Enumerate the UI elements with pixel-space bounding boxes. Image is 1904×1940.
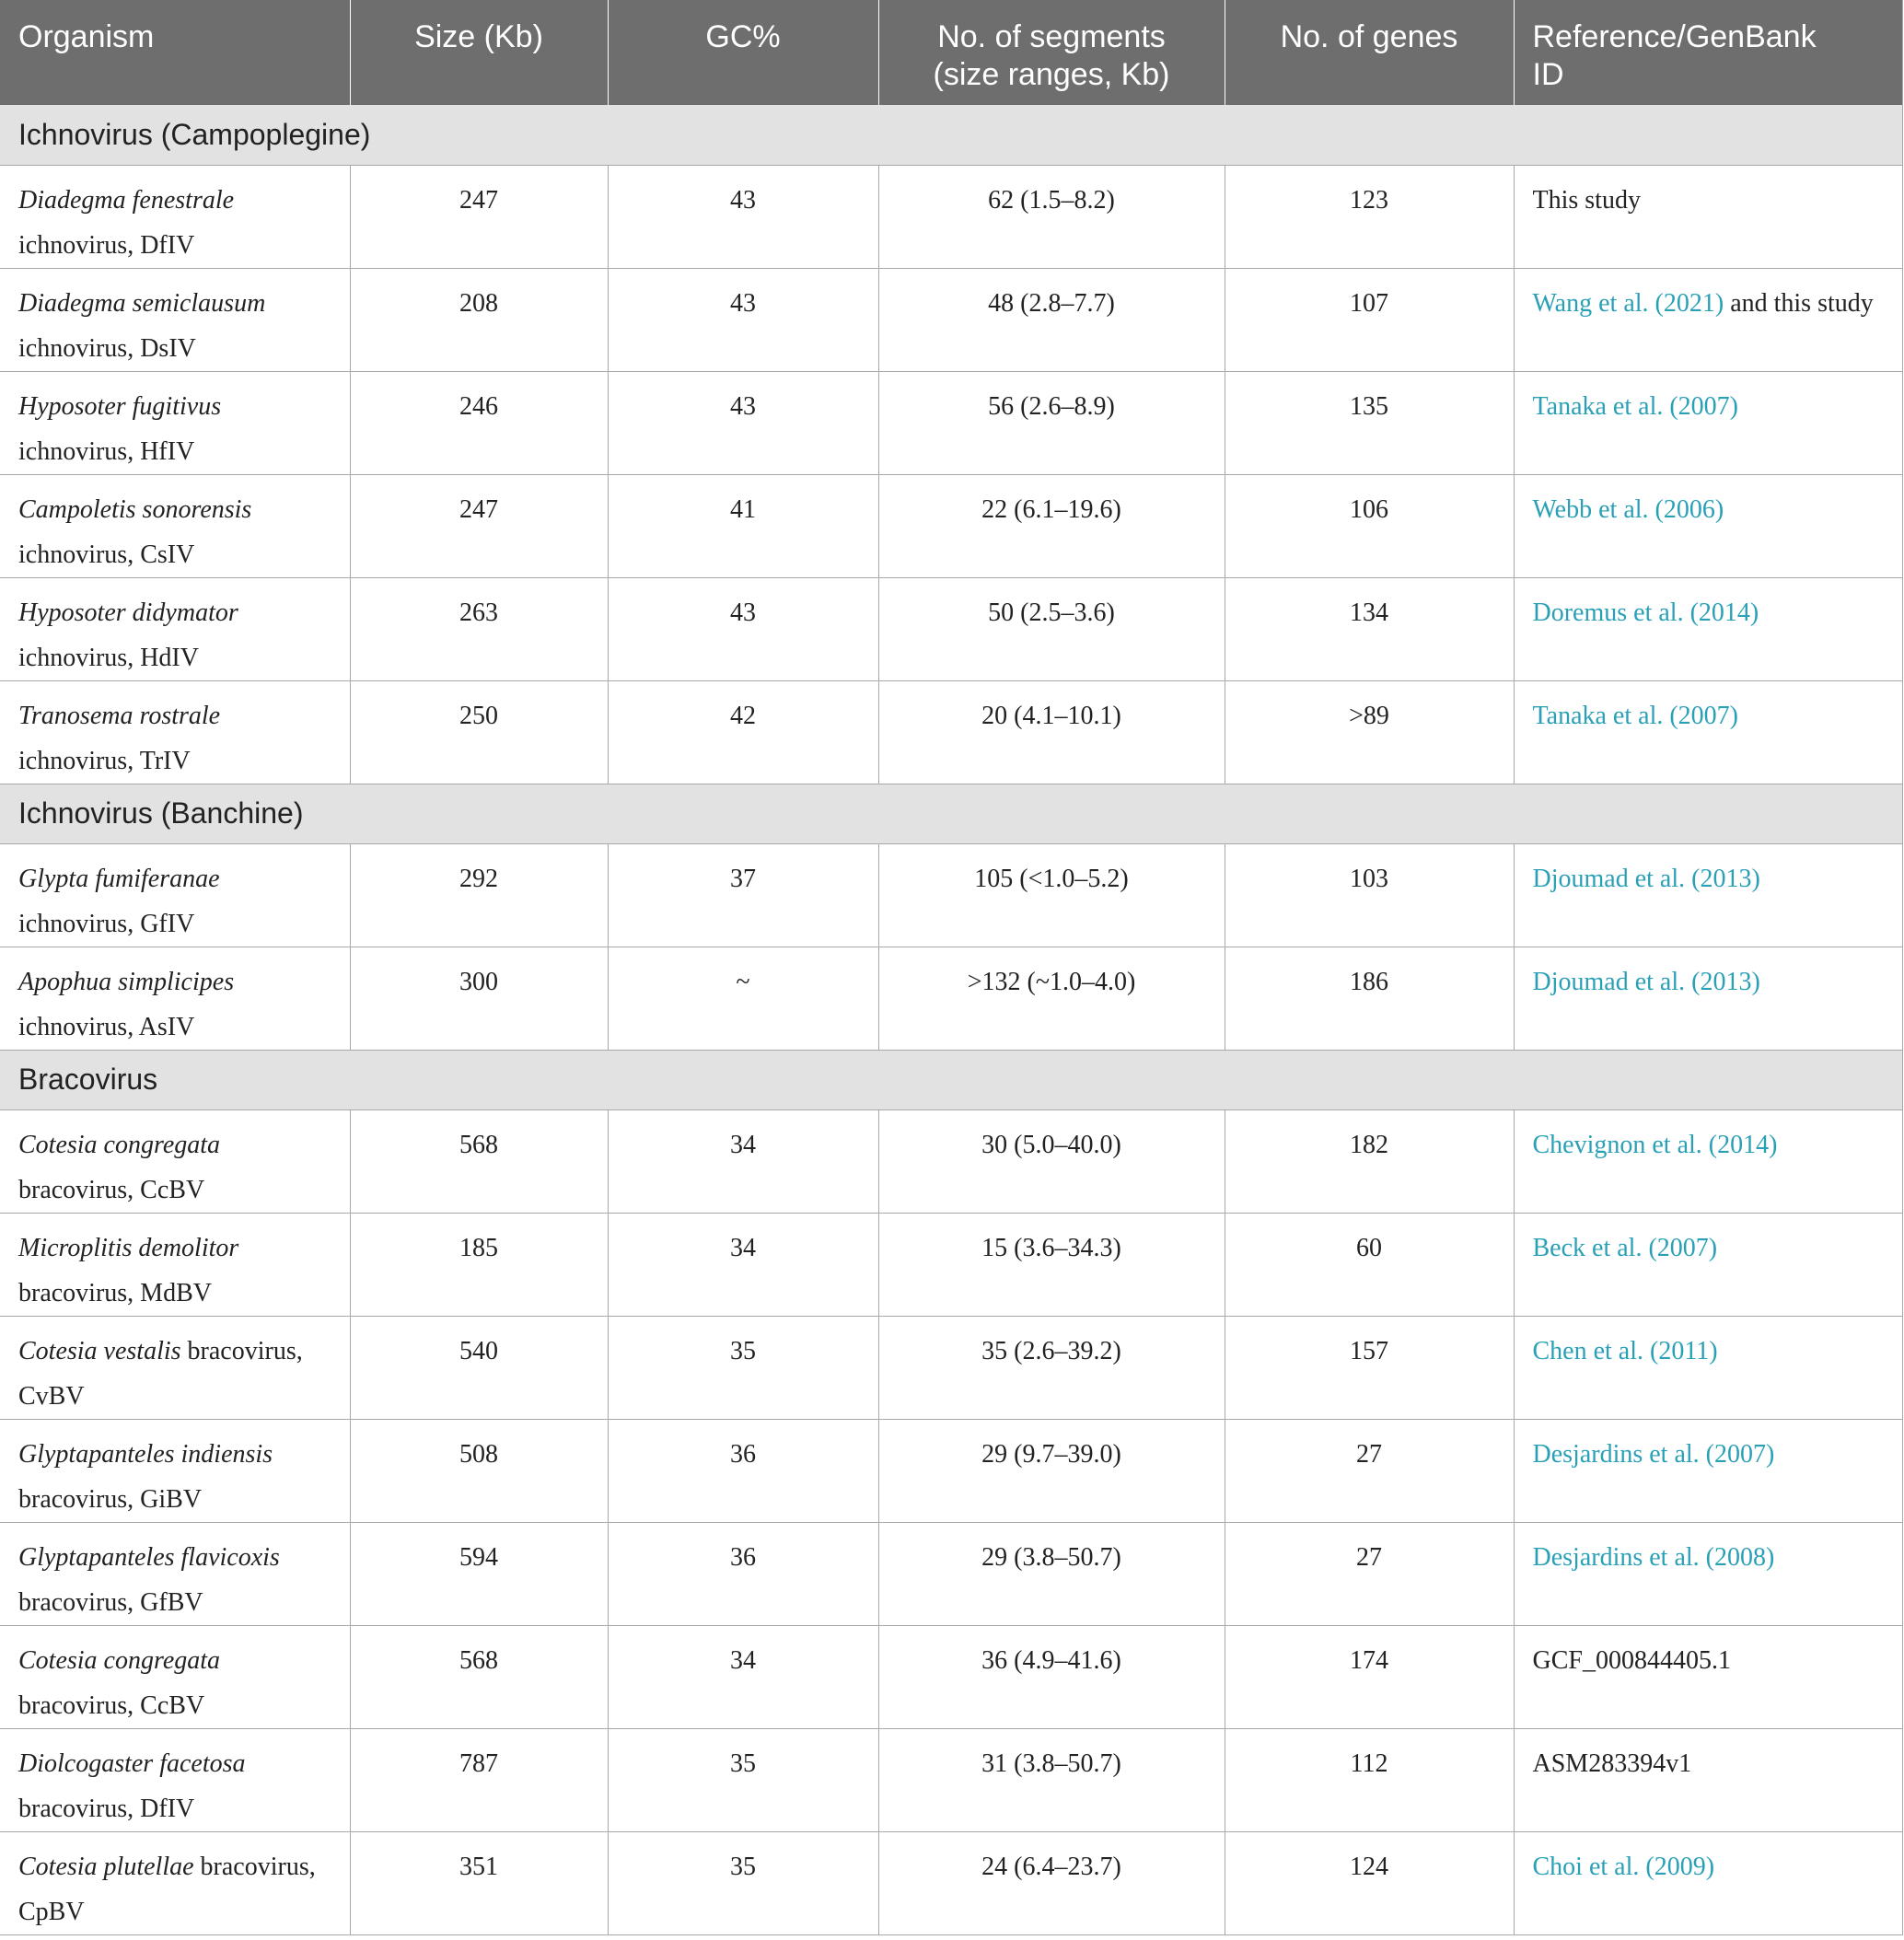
genes-cell: 112 [1225, 1728, 1514, 1831]
organism-cell [0, 474, 350, 577]
table-row [0, 165, 1902, 268]
header-size: Size (Kb) [350, 0, 608, 105]
virus-name: bracovirus, DfIV [18, 1794, 195, 1823]
table-row [0, 371, 1902, 474]
virus-name: ichnovirus, AsIV [18, 1012, 195, 1041]
reference-link[interactable]: Djoumad et al. (2013) [1532, 967, 1760, 996]
size-cell: 351 [350, 1831, 608, 1934]
virus-name: ichnovirus, DsIV [18, 333, 196, 363]
segments-cell: 56 (2.6–8.9) [878, 371, 1225, 474]
table-row [0, 843, 1902, 947]
segments-cell: 24 (6.4–23.7) [878, 1831, 1225, 1934]
organism-cell [0, 1109, 350, 1213]
segments-cell: 20 (4.1–10.1) [878, 680, 1225, 784]
virus-name: ichnovirus, GfIV [18, 909, 195, 938]
virus-name: ichnovirus, CsIV [18, 540, 195, 569]
reference-text: This study [1532, 185, 1641, 215]
species-name: Diadegma fenestrale [18, 185, 235, 215]
reference-cell [1514, 165, 1902, 268]
segments-cell: 50 (2.5–3.6) [878, 577, 1225, 680]
segments-cell: 29 (3.8–50.7) [878, 1522, 1225, 1625]
gc-cell: 34 [608, 1109, 878, 1213]
organism-cell [0, 1831, 350, 1934]
species-name: Diadegma semiclausum [18, 288, 266, 318]
gc-cell: 34 [608, 1625, 878, 1728]
size-cell: 568 [350, 1625, 608, 1728]
species-name: Glyptapanteles flavicoxis [18, 1542, 280, 1572]
genes-cell: 27 [1225, 1419, 1514, 1522]
reference-cell [1514, 1625, 1902, 1728]
reference-link[interactable]: Desjardins et al. (2008) [1532, 1542, 1775, 1572]
header-gc: GC% [608, 0, 878, 105]
table-row [0, 680, 1902, 784]
genes-cell: 135 [1225, 371, 1514, 474]
group-header-row [0, 105, 1902, 165]
segments-cell: 48 (2.8–7.7) [878, 268, 1225, 371]
reference-cell [1514, 577, 1902, 680]
segments-cell: 35 (2.6–39.2) [878, 1316, 1225, 1419]
table-row [0, 1316, 1902, 1419]
gc-cell: 43 [608, 371, 878, 474]
species-name: Hyposoter didymator [18, 598, 238, 627]
reference-cell [1514, 268, 1902, 371]
gc-cell: 36 [608, 1419, 878, 1522]
gc-cell: 43 [608, 577, 878, 680]
organism-cell [0, 947, 350, 1050]
gc-cell: 43 [608, 165, 878, 268]
organism-cell [0, 1522, 350, 1625]
size-cell: 594 [350, 1522, 608, 1625]
genes-cell: 157 [1225, 1316, 1514, 1419]
reference-text: and this study [1724, 288, 1874, 318]
header-segments-line2: (size ranges, Kb) [933, 57, 1170, 92]
header-segments [878, 0, 1225, 105]
table-row [0, 1419, 1902, 1522]
reference-link[interactable]: Doremus et al. (2014) [1532, 598, 1759, 627]
organism-cell [0, 1625, 350, 1728]
header-reference-line1: Reference/GenBank [1532, 19, 1817, 54]
reference-link[interactable]: Wang et al. (2021) [1532, 288, 1724, 318]
gc-cell: 35 [608, 1728, 878, 1831]
segments-cell: 105 (<1.0–5.2) [878, 843, 1225, 947]
species-name: Glypta fumiferanae [18, 864, 220, 893]
genes-cell: 106 [1225, 474, 1514, 577]
size-cell: 787 [350, 1728, 608, 1831]
table-row [0, 268, 1902, 371]
table-row [0, 1728, 1902, 1831]
gc-cell: 35 [608, 1831, 878, 1934]
species-name: Apophua simplicipes [18, 967, 235, 996]
species-name: Tranosema rostrale [18, 701, 221, 730]
virus-name: bracovirus, CpBV [18, 1852, 316, 1926]
reference-link[interactable]: Djoumad et al. (2013) [1532, 864, 1760, 893]
size-cell: 246 [350, 371, 608, 474]
segments-cell: 31 (3.8–50.7) [878, 1728, 1225, 1831]
size-cell: 292 [350, 843, 608, 947]
group-title: Ichnovirus (Campoplegine) [0, 105, 1902, 165]
virus-name: bracovirus, CcBV [18, 1175, 205, 1204]
virus-name: bracovirus, GfBV [18, 1587, 203, 1617]
table-row [0, 474, 1902, 577]
organism-cell [0, 1728, 350, 1831]
organism-cell [0, 268, 350, 371]
header-reference-line2: ID [1532, 57, 1564, 92]
reference-cell [1514, 680, 1902, 784]
gc-cell: 35 [608, 1316, 878, 1419]
reference-link[interactable]: Choi et al. (2009) [1532, 1852, 1715, 1881]
group-title: Bracovirus [0, 1050, 1902, 1109]
size-cell: 568 [350, 1109, 608, 1213]
organism-cell [0, 680, 350, 784]
size-cell: 185 [350, 1213, 608, 1316]
virus-name: bracovirus, MdBV [18, 1278, 212, 1307]
reference-link[interactable]: Beck et al. (2007) [1532, 1233, 1718, 1262]
reference-cell [1514, 371, 1902, 474]
reference-text: GCF_000844405.1 [1532, 1645, 1731, 1675]
virus-name: bracovirus, CcBV [18, 1690, 205, 1720]
table-row [0, 1522, 1902, 1625]
species-name: Cotesia congregata [18, 1130, 221, 1159]
size-cell: 508 [350, 1419, 608, 1522]
size-cell: 247 [350, 474, 608, 577]
size-cell: 263 [350, 577, 608, 680]
virus-name: ichnovirus, HdIV [18, 643, 199, 672]
organism-cell [0, 165, 350, 268]
reference-cell [1514, 1213, 1902, 1316]
gc-cell: 37 [608, 843, 878, 947]
gc-cell: 41 [608, 474, 878, 577]
virus-name: ichnovirus, DfIV [18, 230, 195, 260]
segments-cell: 15 (3.6–34.3) [878, 1213, 1225, 1316]
species-name: Diolcogaster facetosa [18, 1748, 246, 1778]
table-body [0, 105, 1902, 1934]
reference-cell [1514, 1109, 1902, 1213]
reference-link[interactable]: Desjardins et al. (2007) [1532, 1439, 1775, 1469]
size-cell: 300 [350, 947, 608, 1050]
gc-cell: 43 [608, 268, 878, 371]
genes-cell: 174 [1225, 1625, 1514, 1728]
genes-cell: 107 [1225, 268, 1514, 371]
genes-cell: >89 [1225, 680, 1514, 784]
organism-cell [0, 1316, 350, 1419]
organism-cell [0, 371, 350, 474]
virus-name: ichnovirus, TrIV [18, 746, 191, 775]
table-row [0, 1213, 1902, 1316]
table-row [0, 947, 1902, 1050]
group-title: Ichnovirus (Banchine) [0, 784, 1902, 843]
segments-cell: 36 (4.9–41.6) [878, 1625, 1225, 1728]
size-cell: 250 [350, 680, 608, 784]
genes-cell: 182 [1225, 1109, 1514, 1213]
organism-cell [0, 843, 350, 947]
virus-name: bracovirus, CvBV [18, 1336, 303, 1411]
segments-cell: 30 (5.0–40.0) [878, 1109, 1225, 1213]
segments-cell: 62 (1.5–8.2) [878, 165, 1225, 268]
group-header-row [0, 1050, 1902, 1109]
segments-cell: 22 (6.1–19.6) [878, 474, 1225, 577]
table-row [0, 577, 1902, 680]
species-name: Cotesia vestalis [18, 1336, 181, 1365]
organism-cell [0, 1419, 350, 1522]
reference-cell [1514, 1419, 1902, 1522]
genes-cell: 186 [1225, 947, 1514, 1050]
size-cell: 247 [350, 165, 608, 268]
species-name: Cotesia plutellae [18, 1852, 194, 1881]
header-reference [1514, 0, 1902, 105]
segments-cell: 29 (9.7–39.0) [878, 1419, 1225, 1522]
reference-cell [1514, 1316, 1902, 1419]
size-cell: 540 [350, 1316, 608, 1419]
genes-cell: 27 [1225, 1522, 1514, 1625]
table-row [0, 1109, 1902, 1213]
group-header-row [0, 784, 1902, 843]
genes-cell: 123 [1225, 165, 1514, 268]
header-segments-line1: No. of segments [937, 19, 1166, 54]
reference-cell [1514, 843, 1902, 947]
species-name: Glyptapanteles indiensis [18, 1439, 273, 1469]
virus-name: ichnovirus, HfIV [18, 436, 195, 466]
reference-cell [1514, 1728, 1902, 1831]
header-organism: Organism [0, 0, 350, 105]
species-name: Hyposoter fugitivus [18, 391, 222, 421]
table-row [0, 1831, 1902, 1934]
genes-cell: 60 [1225, 1213, 1514, 1316]
reference-link[interactable]: Chen et al. (2011) [1532, 1336, 1718, 1365]
size-cell: 208 [350, 268, 608, 371]
reference-cell [1514, 1522, 1902, 1625]
species-name: Campoletis sonorensis [18, 494, 252, 524]
gc-cell: ~ [608, 947, 878, 1050]
reference-cell [1514, 474, 1902, 577]
species-name: Microplitis demolitor [18, 1233, 239, 1262]
table-row [0, 1625, 1902, 1728]
reference-cell [1514, 947, 1902, 1050]
gc-cell: 34 [608, 1213, 878, 1316]
reference-text: ASM283394v1 [1532, 1748, 1692, 1778]
reference-cell [1514, 1831, 1902, 1934]
gc-cell: 42 [608, 680, 878, 784]
header-row [0, 0, 1902, 105]
reference-link[interactable]: Chevignon et al. (2014) [1532, 1130, 1778, 1159]
segments-cell: >132 (~1.0–4.0) [878, 947, 1225, 1050]
reference-link[interactable]: Webb et al. (2006) [1532, 494, 1724, 524]
reference-link[interactable]: Tanaka et al. (2007) [1532, 701, 1738, 730]
species-name: Cotesia congregata [18, 1645, 221, 1675]
genes-cell: 124 [1225, 1831, 1514, 1934]
gc-cell: 36 [608, 1522, 878, 1625]
organism-cell [0, 577, 350, 680]
genes-cell: 103 [1225, 843, 1514, 947]
genes-cell: 134 [1225, 577, 1514, 680]
header-genes: No. of genes [1225, 0, 1514, 105]
virus-name: bracovirus, GiBV [18, 1484, 203, 1514]
reference-link[interactable]: Tanaka et al. (2007) [1532, 391, 1738, 421]
organism-cell [0, 1213, 350, 1316]
